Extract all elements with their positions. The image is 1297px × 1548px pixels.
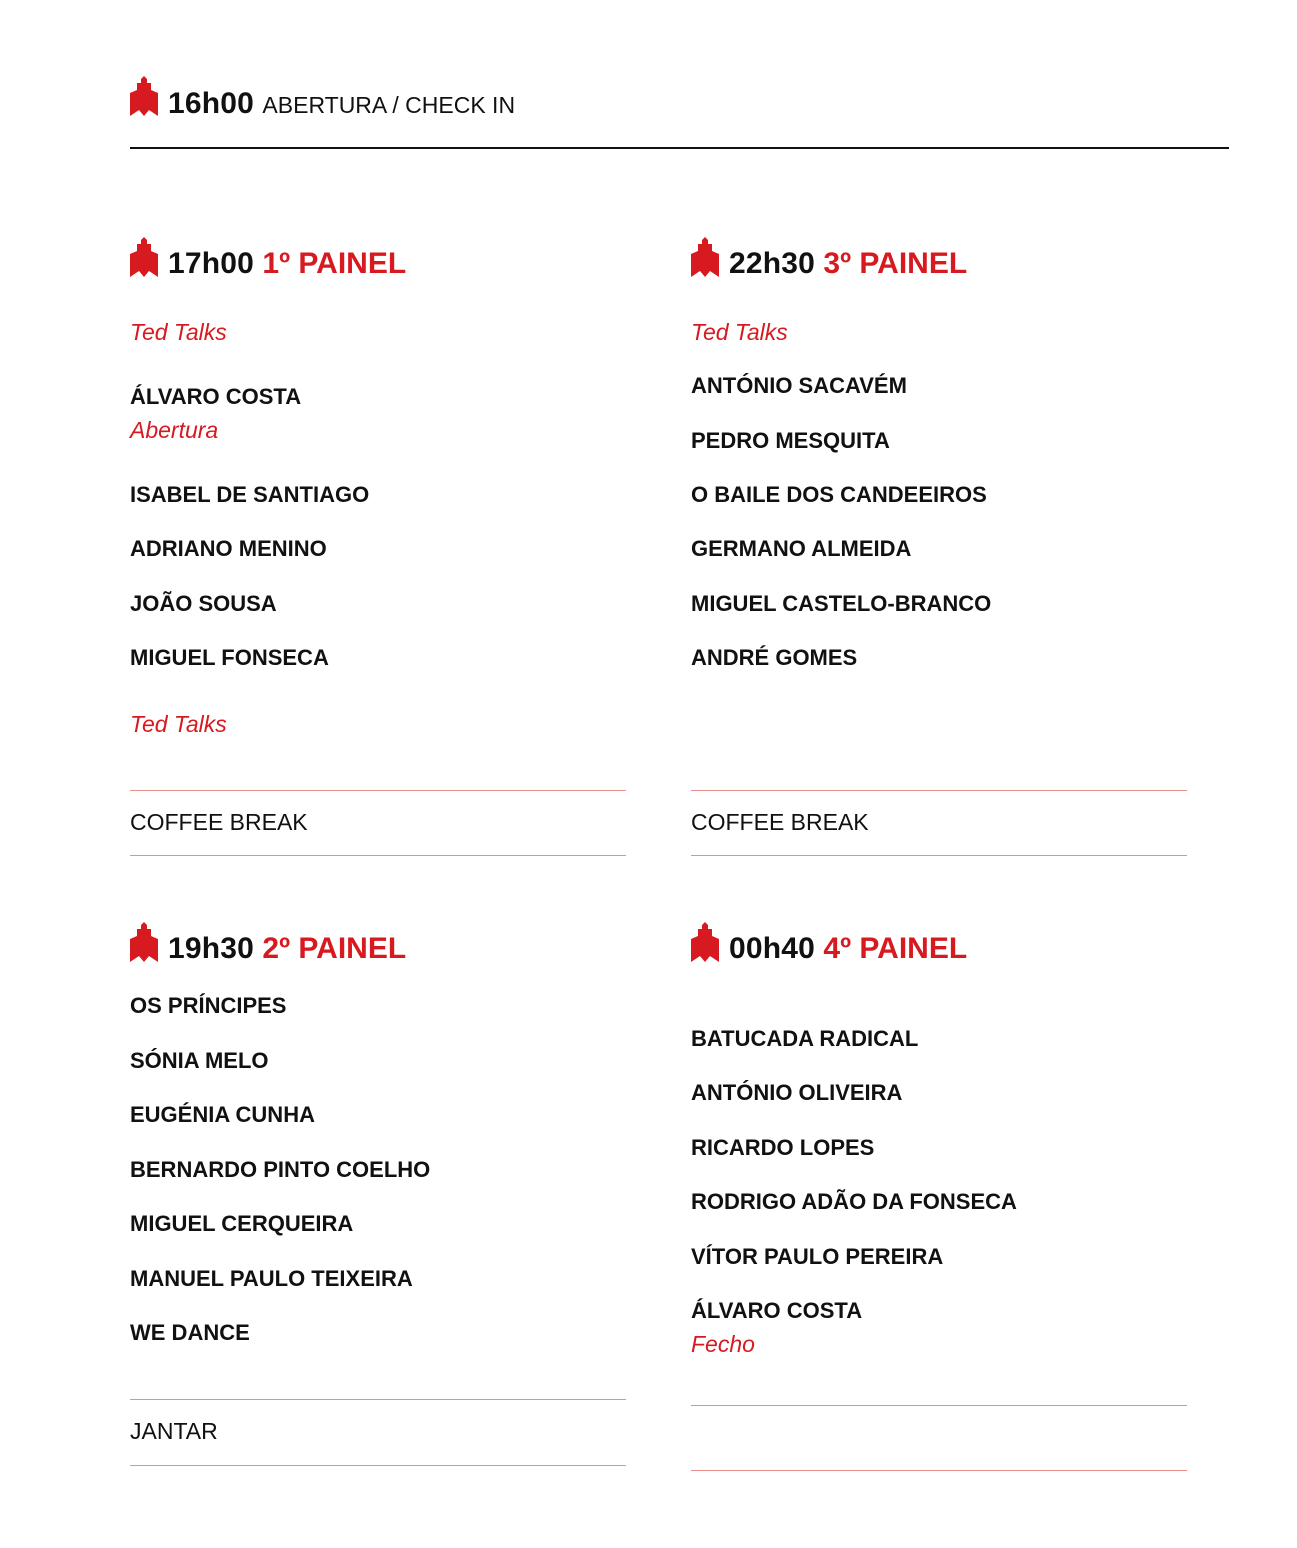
panel3-break: COFFEE BREAK xyxy=(691,809,869,835)
panel2-speaker: WE DANCE xyxy=(130,1320,250,1345)
panel3-break-divider-top xyxy=(691,790,1187,791)
opening-label: ABERTURA / CHECK IN xyxy=(262,92,516,118)
panel4-speaker: RICARDO LOPES xyxy=(691,1135,875,1160)
red-tower-icon xyxy=(130,237,158,277)
panel4-speaker: ANTÓNIO OLIVEIRA xyxy=(691,1080,903,1105)
panel1-speaker: ISABEL DE SANTIAGO xyxy=(130,482,370,507)
panel3-speaker: PEDRO MESQUITA xyxy=(691,428,890,453)
panel2-break-divider-top xyxy=(130,1399,626,1400)
panel2-speaker: OS PRÍNCIPES xyxy=(130,993,287,1018)
opening-heading xyxy=(168,86,515,123)
panel1-time: 17h00 xyxy=(168,247,255,280)
panel2-break: JANTAR xyxy=(130,1418,218,1444)
panel1-outro: Ted Talks xyxy=(130,711,227,737)
panel1-break: COFFEE BREAK xyxy=(130,809,308,835)
panel3-heading xyxy=(729,246,967,282)
panel2-speaker: EUGÉNIA CUNHA xyxy=(130,1102,315,1127)
panel1-speaker: JOÃO SOUSA xyxy=(130,591,277,616)
panel4-speaker: BATUCADA RADICAL xyxy=(691,1026,919,1051)
opening-divider xyxy=(130,147,1229,149)
panel2-title: 2º PAINEL xyxy=(262,932,407,965)
panel3-break-divider-bottom xyxy=(691,855,1187,856)
panel2-speaker: MANUEL PAULO TEIXEIRA xyxy=(130,1266,413,1291)
panel4-heading xyxy=(729,931,967,967)
panel2-heading xyxy=(168,931,406,967)
red-tower-icon xyxy=(130,922,158,962)
panel4-speaker: ÁLVARO COSTA xyxy=(691,1298,863,1323)
red-tower-icon xyxy=(130,76,158,116)
panel3-title: 3º PAINEL xyxy=(823,247,968,280)
panel1-break-divider-top xyxy=(130,790,626,791)
panel4-last-speaker-note: Fecho xyxy=(691,1331,755,1357)
panel1-speaker: ADRIANO MENINO xyxy=(130,536,327,561)
panel4-divider-top xyxy=(691,1405,1187,1406)
panel2-speaker: MIGUEL CERQUEIRA xyxy=(130,1211,354,1236)
panel4-time: 00h40 xyxy=(729,932,816,965)
red-tower-icon xyxy=(691,237,719,277)
panel2-speaker: BERNARDO PINTO COELHO xyxy=(130,1157,431,1182)
panel4-speaker: VÍTOR PAULO PEREIRA xyxy=(691,1244,944,1269)
panel3-time: 22h30 xyxy=(729,247,816,280)
panel1-first-speaker: ÁLVARO COSTA xyxy=(130,384,302,409)
panel4-title: 4º PAINEL xyxy=(823,932,968,965)
panel1-heading xyxy=(168,246,406,282)
panel1-intro: Ted Talks xyxy=(130,319,227,345)
panel1-speaker: MIGUEL FONSECA xyxy=(130,645,329,670)
panel3-speaker: GERMANO ALMEIDA xyxy=(691,536,912,561)
panel1-break-divider-bottom xyxy=(130,855,626,856)
panel4-divider-bottom xyxy=(691,1470,1187,1471)
panel2-speaker: SÓNIA MELO xyxy=(130,1048,269,1073)
panel3-speaker: ANTÓNIO SACAVÉM xyxy=(691,373,907,398)
panel4-speaker: RODRIGO ADÃO DA FONSECA xyxy=(691,1189,1017,1214)
red-tower-icon xyxy=(691,922,719,962)
panel2-break-divider-bottom xyxy=(130,1465,626,1466)
panel3-speaker: O BAILE DOS CANDEEIROS xyxy=(691,482,987,507)
panel3-speaker: ANDRÉ GOMES xyxy=(691,645,858,670)
panel2-time: 19h30 xyxy=(168,932,255,965)
panel3-intro: Ted Talks xyxy=(691,319,788,345)
opening-time: 16h00 xyxy=(168,87,255,120)
panel1-title: 1º PAINEL xyxy=(262,247,407,280)
panel3-speaker: MIGUEL CASTELO-BRANCO xyxy=(691,591,992,616)
panel1-first-speaker-note: Abertura xyxy=(130,417,219,443)
